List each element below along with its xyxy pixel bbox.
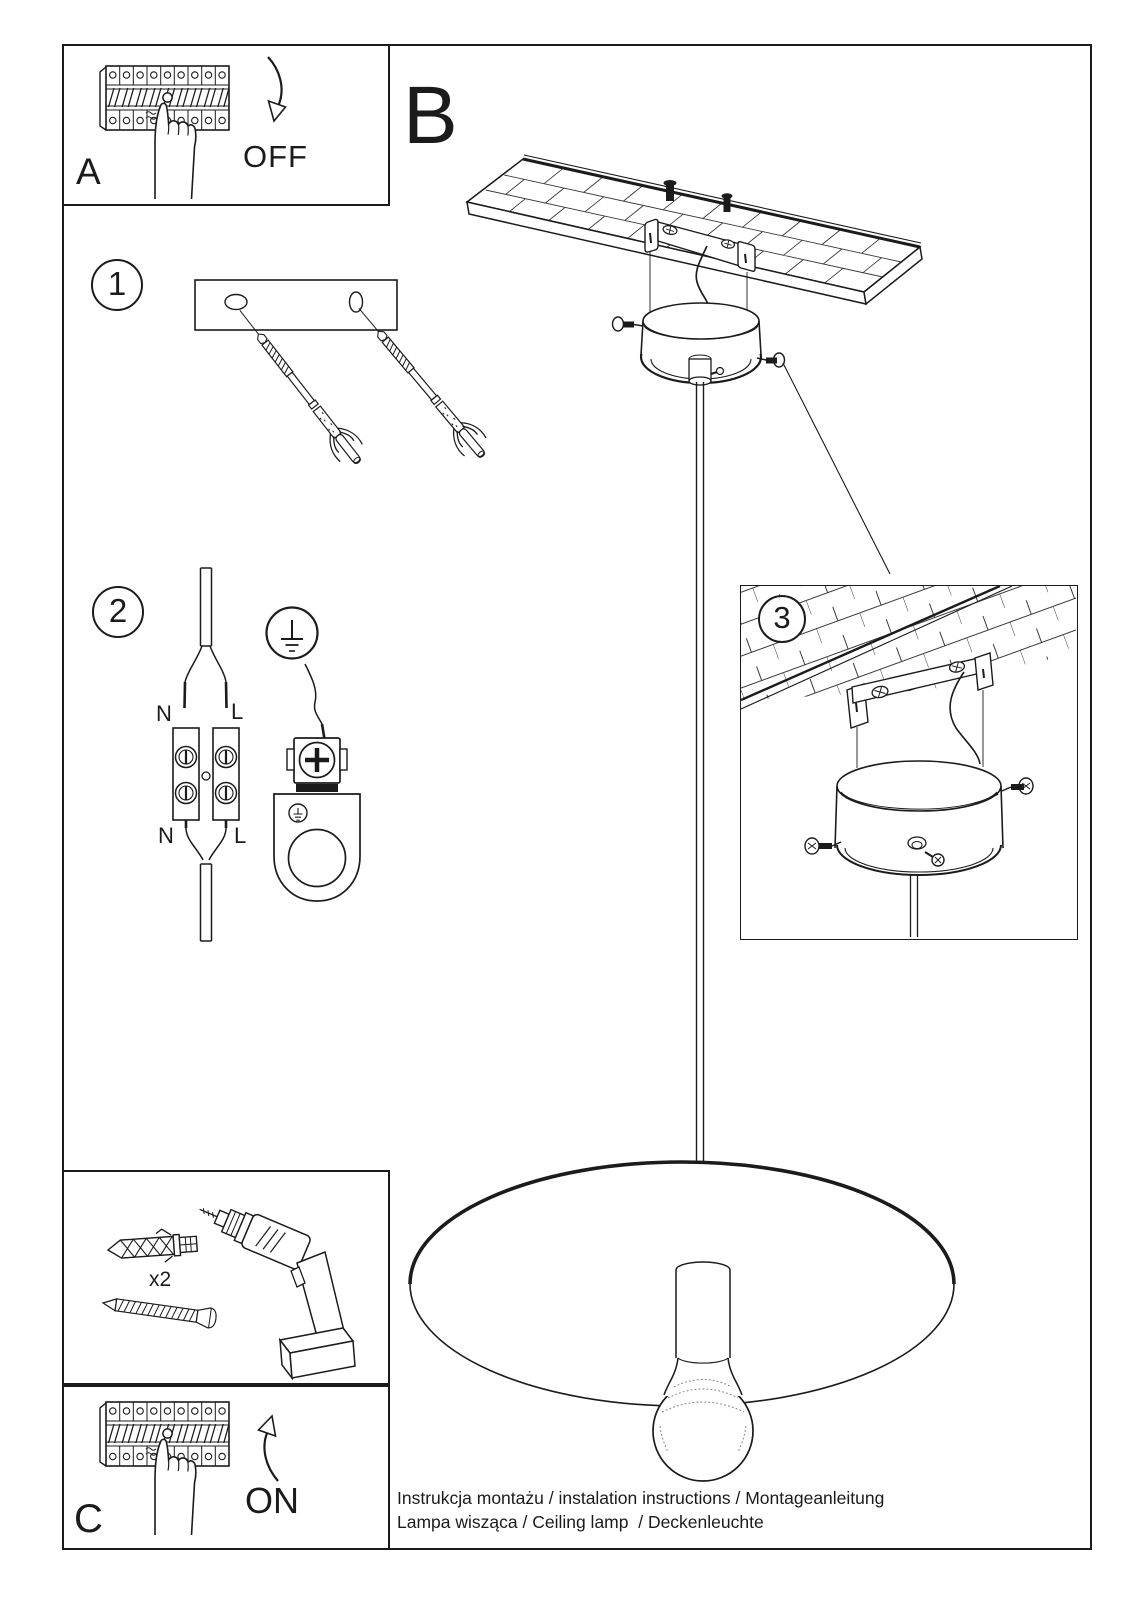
terminal-block — [173, 568, 239, 941]
pendant-rod — [697, 382, 704, 1166]
wall-plug-anchor-icon — [107, 1227, 198, 1266]
panel-a-label: A — [76, 151, 101, 192]
power-off-label: OFF — [243, 139, 308, 174]
live-label-bottom: L — [234, 823, 247, 848]
ground-terminal — [274, 664, 360, 901]
step-1-badge: 1 — [91, 259, 143, 311]
circuit-breaker-off-icon — [62, 44, 390, 206]
ground-symbol-icon — [267, 608, 318, 659]
circuit-breaker-on-icon — [62, 1385, 390, 1550]
neutral-label-top: N — [156, 701, 172, 726]
footer-caption-line1: Instrukcja montażu / instalation instructions / Montageanleitung — [397, 1488, 885, 1508]
ceiling-canopy — [835, 761, 1003, 875]
detail-leader-line — [783, 363, 890, 574]
panel-b-label: B — [403, 70, 458, 161]
wiring-connection-diagram — [140, 550, 390, 950]
step-3-badge: 3 — [758, 595, 806, 643]
ceiling-canopy — [641, 303, 761, 385]
ceiling-board — [467, 155, 922, 304]
power-on-label: ON — [245, 1480, 299, 1521]
step-2-badge: 2 — [92, 586, 144, 638]
anchor-count-label: x2 — [149, 1268, 172, 1291]
tools-diagram — [62, 1170, 390, 1385]
neutral-label-bottom: N — [158, 823, 174, 848]
curved-arrow-down-icon — [268, 57, 286, 121]
curved-arrow-up-icon — [259, 1416, 279, 1481]
panel-c-label: C — [74, 1497, 103, 1541]
mounting-screw-icon — [102, 1293, 218, 1329]
drilling-template-diagram — [175, 255, 475, 505]
power-drill-icon — [193, 1193, 355, 1378]
pendant-rod — [911, 874, 918, 937]
footer-caption-line2: Lampa wisząca / Ceiling lamp / Deckenleuchte — [397, 1512, 764, 1532]
supply-wire — [950, 672, 980, 764]
live-label-top: L — [231, 699, 244, 724]
